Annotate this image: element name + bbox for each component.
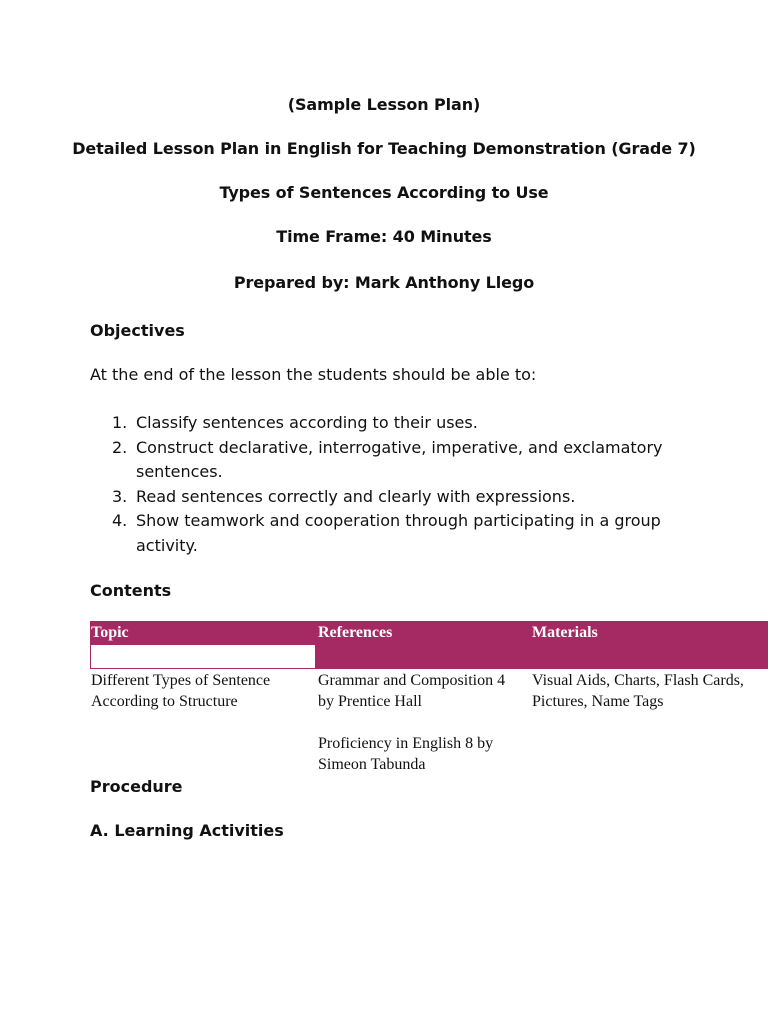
table-cell-reference [318,670,505,712]
objectives-heading: Objectives [90,321,185,340]
table-cell-reference [318,733,493,775]
objective-item [90,436,670,485]
column-header-references: References [318,624,393,641]
objectives-list [90,411,670,558]
objective-text-continued: activity. [136,535,198,555]
time-frame: Time Frame: 40 Minutes [276,227,492,246]
objective-item [90,411,670,436]
objective-text: Classify sentences according to their uses. [136,413,478,432]
topic-line: Different Types of Sentence [91,672,271,689]
learning-activities-heading: A. Learning Activities [90,821,284,840]
column-header-topic: Topic [91,624,129,641]
objective-text: Construct declarative, interrogative, imperative, and exclamatory [136,437,663,457]
table-subheader-band [316,645,768,669]
objective-text: Show teamwork and cooperation through participating in a group [136,511,661,530]
prepared-by: Prepared by: Mark Anthony Llego [233,273,535,292]
table-cell-materials [532,670,744,712]
reference-line: by Prentice Hall [318,693,422,710]
objective-number: 3. [112,486,128,506]
objective-item [90,485,670,510]
objective-text-continued: sentences. [136,462,223,481]
contents-heading: Contents [90,581,172,600]
document-title: Detailed Lesson Plan in English for Teaching Demonstration (Grade 7) [72,139,696,158]
procedure-heading: Procedure [90,777,183,796]
reference-line: Simeon Tabunda [318,756,426,773]
objective-number: 1. [112,413,128,432]
objective-number: 2. [112,437,128,457]
objective-item [90,509,670,558]
objective-number: 4. [112,511,128,530]
reference-line: Grammar and Composition 4 [318,672,506,689]
materials-line: Visual Aids, Charts, Flash Cards, [532,672,744,689]
objectives-intro: At the end of the lesson the students should be able to: [90,365,537,384]
sample-label: (Sample Lesson Plan) [287,95,481,114]
table-header-row [90,621,768,645]
table-subheader-topic [90,645,316,669]
lesson-topic: Types of Sentences According to Use [219,183,549,202]
reference-line: Proficiency in English 8 by [318,735,494,752]
materials-line: Pictures, Name Tags [532,693,664,710]
column-header-materials: Materials [532,624,598,641]
table-cell-topic [91,670,270,712]
objective-text: Read sentences correctly and clearly with expressions. [136,486,576,506]
topic-line: According to Structure [91,693,238,710]
